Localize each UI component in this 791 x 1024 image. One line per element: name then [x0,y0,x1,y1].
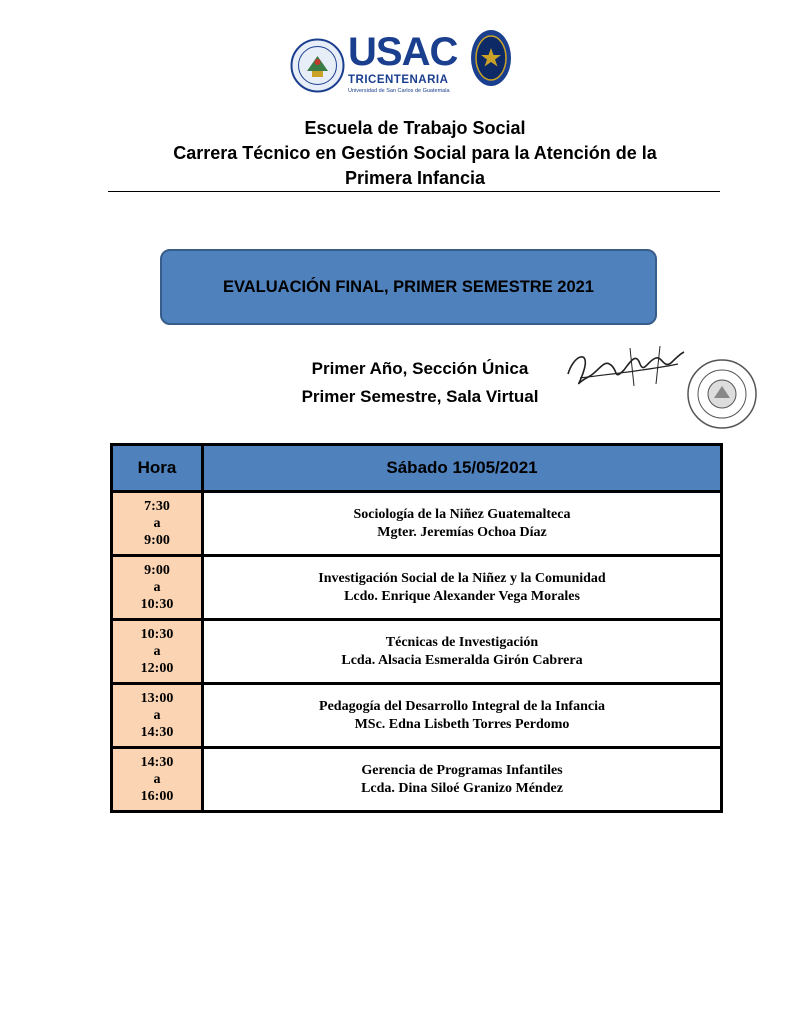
time-separator: a [153,516,161,531]
column-header-day: Sábado 15/05/2021 [203,445,722,492]
teacher-name: MSc. Edna Lisbeth Torres Perdomo [354,716,570,732]
teacher-name: Lcda. Alsacia Esmeralda Girón Cabrera [341,652,583,668]
time-separator: a [153,644,161,659]
usac-tagline: TRICENTENARIA [348,74,449,86]
time-end: 9:00 [144,533,170,548]
time-separator: a [153,580,161,595]
table-row [112,492,722,556]
time-separator: a [153,708,161,723]
subject-cell [203,492,722,556]
signature-icon [560,340,690,392]
year-section: Primer Año, Sección Única [311,359,529,378]
time-start: 14:30 [140,755,174,770]
course-name: Pedagogía del Desarrollo Integral de la Infancia [319,698,605,714]
subject-cell [203,556,722,620]
time-start: 10:30 [140,627,174,642]
time-cell [112,684,203,748]
teacher-name: Lcda. Dina Siloé Granizo Méndez [361,780,563,796]
time-end: 14:30 [140,725,174,740]
time-end: 10:30 [140,597,174,612]
teacher-name: Mgter. Jeremías Ochoa Díaz [377,524,547,540]
header-divider [108,191,720,192]
subject-cell [203,684,722,748]
column-header-hora: Hora [112,445,203,492]
exam-banner-title: EVALUACIÓN FINAL, PRIMER SEMESTRE 2021 [222,277,594,296]
time-cell [112,748,203,812]
table-row [112,748,722,812]
schedule-table [110,443,723,813]
university-seal-icon [290,38,345,93]
table-header-row [112,445,722,492]
table-row [112,620,722,684]
table-row [112,556,722,620]
usac-logo [290,28,515,98]
time-separator: a [153,772,161,787]
career-name-line1: Carrera Técnico en Gestión Social para la Atención de la [173,143,657,163]
time-start: 13:00 [140,691,174,706]
table-row [112,684,722,748]
exam-banner [160,249,657,325]
usac-subtitle: Universidad de San Carlos de Guatemala [348,88,450,94]
time-cell [112,556,203,620]
semester-room: Primer Semestre, Sala Virtual [301,387,539,406]
time-end: 12:00 [140,661,174,676]
career-name-line2: Primera Infancia [344,168,486,188]
time-start: 9:00 [144,563,170,578]
time-cell [112,492,203,556]
school-name: Escuela de Trabajo Social [304,118,526,138]
teacher-name: Lcdo. Enrique Alexander Vega Morales [344,588,580,604]
course-name: Técnicas de Investigación [385,634,539,650]
tricentenary-seal-icon [470,28,512,88]
time-start: 7:30 [144,499,170,514]
course-name: Investigación Social de la Niñez y la Comunidad [318,570,606,586]
subject-cell [203,620,722,684]
subject-cell [203,748,722,812]
official-stamp-icon [686,358,758,430]
time-end: 16:00 [140,789,174,804]
usac-brand: USAC [348,30,458,74]
course-name: Gerencia de Programas Infantiles [361,762,563,778]
time-cell [112,620,203,684]
course-name: Sociología de la Niñez Guatemalteca [353,506,571,522]
